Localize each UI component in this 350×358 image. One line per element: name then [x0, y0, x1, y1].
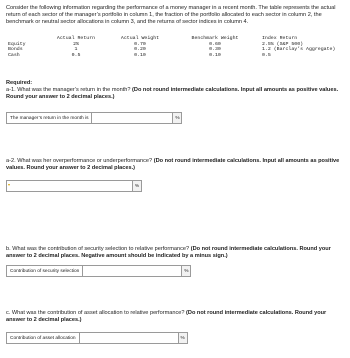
table-cell: 0.10 — [134, 52, 146, 58]
question-a1-lead: a-1. What was the manager’s return in the month? — [6, 87, 131, 93]
question-b — [6, 246, 344, 260]
percent-unit: % — [181, 266, 190, 276]
answer-row-c — [6, 332, 188, 344]
table-cell: 0.5 — [262, 52, 271, 58]
percent-unit: % — [132, 181, 141, 191]
problem-intro: Consider the following information regarding the performance of a money manager in a recent month. The table represents the actual return of each sector of the manager’s portfolio in column 1, the fraction of the portfolio allocated to each sector in column 2, the benchmark or neutral sector allocations in column 3, and the returns of sector indices in column 4. — [6, 5, 336, 26]
percent-unit: % — [178, 333, 187, 343]
table-cell: 1 — [74, 47, 78, 53]
table-row — [8, 53, 342, 59]
table-cell: Equity — [8, 41, 26, 47]
answer-row-a2 — [6, 180, 142, 192]
table-cell: 2% — [73, 41, 79, 47]
asset-allocation-input[interactable] — [80, 333, 178, 343]
input-marker-icon: ▾ — [8, 182, 11, 187]
table-cell: 0.60 — [209, 41, 221, 47]
answer-row-b — [6, 265, 191, 277]
table-cell: 0.10 — [209, 52, 221, 58]
table-cell: 0.30 — [209, 47, 221, 53]
table-cell: 0.70 — [134, 41, 146, 47]
table-cell: 1.2 (Barclay’s Aggregate) — [262, 47, 336, 53]
question-a2-lead: a-2. What was her overperformance or underperformance? — [6, 158, 153, 164]
question-a1-instruction: (Do not round intermediate calculations. Input all amounts as positive values. Round your answer to 2 decimal places.) — [6, 87, 339, 100]
percent-unit: % — [172, 113, 181, 123]
over-under-performance-input[interactable] — [7, 181, 132, 191]
table-header: Actual Return — [56, 36, 96, 41]
question-c — [6, 310, 344, 324]
manager-return-input[interactable] — [92, 113, 172, 123]
question-b-lead: b. What was the contribution of security selection to relative performance? — [6, 246, 190, 252]
table-header: Benchmark Weight — [191, 36, 239, 41]
table-cell: 0.5 — [71, 52, 81, 58]
sector-table — [8, 36, 342, 58]
question-a2-instruction: (Do not round intermediate calculations. Input all amounts as positive values. Round your answer to 2 decimal places.) — [6, 158, 340, 171]
question-a1 — [6, 87, 344, 101]
answer-a1-label: The manager’s return in the month is — [7, 113, 92, 123]
question-c-lead: c. What was the contribution of asset allocation to relative performance? — [6, 310, 185, 316]
question-b-instruction: (Do not round intermediate calculations. Round your answer to 2 decimal places. Negative amount should be indicated by a minus sign.) — [6, 246, 331, 259]
answer-row-a1 — [6, 112, 182, 124]
required-heading: Required: — [6, 80, 33, 86]
answer-b-label: Contribution of security selection — [7, 266, 83, 276]
table-header: Actual Weight — [120, 36, 160, 41]
security-selection-input[interactable] — [83, 266, 181, 276]
table-cell: 0.20 — [134, 47, 146, 53]
table-cell: Cash — [8, 52, 20, 58]
answer-c-label: Contribution of asset allocation — [7, 333, 80, 343]
table-header: Index Return — [262, 36, 298, 41]
question-a2 — [6, 158, 344, 172]
table-cell: 2.5% (S&P 500) — [262, 41, 304, 47]
question-c-instruction: (Do not round intermediate calculations. Round your answer to 2 decimal places.) — [6, 310, 327, 323]
table-cell: Bonds — [8, 47, 23, 53]
